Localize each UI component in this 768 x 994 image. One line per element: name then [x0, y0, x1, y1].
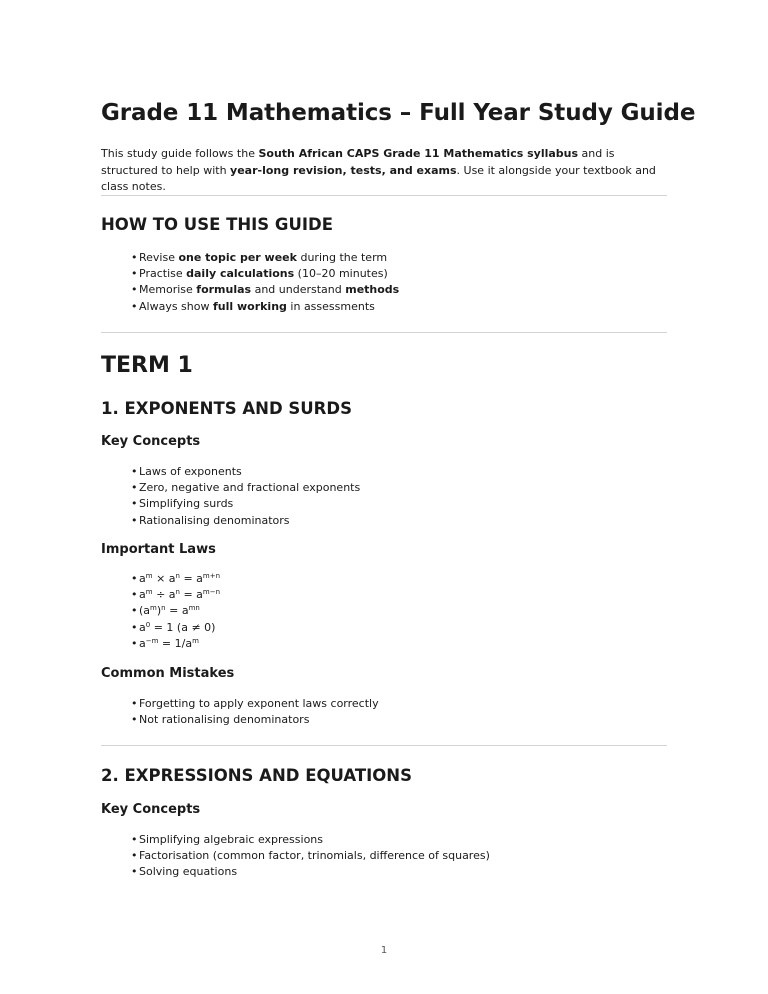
formula-exponent: m−n — [202, 588, 221, 597]
item-text: Solving equations — [139, 865, 238, 879]
item-bold: daily calculations — [186, 267, 295, 281]
formula-item — [131, 636, 220, 652]
formula-part: a — [139, 572, 146, 585]
key-concepts-list — [131, 832, 490, 881]
item-bold: methods — [345, 283, 400, 297]
item-text: Zero, negative and fractional exponents — [139, 481, 361, 495]
item-text: in assessments — [286, 299, 375, 313]
item-text: Rationalising denominators — [139, 513, 290, 527]
formula-exponent: m — [192, 636, 199, 645]
page-title: Grade 11 Mathematics – Full Year Study Guide — [101, 100, 696, 126]
bullet: • — [131, 283, 138, 297]
laws-list — [131, 571, 220, 652]
bullet: • — [131, 299, 138, 313]
item-text: Practise — [139, 267, 187, 281]
formula-part: = a — [179, 572, 203, 585]
bullet: • — [131, 620, 138, 634]
bullet: • — [131, 267, 138, 281]
intro-text-1: This study guide follows the — [101, 147, 259, 160]
formula-exponent: m — [145, 572, 153, 580]
divider — [101, 195, 667, 196]
list-item — [131, 250, 399, 266]
bullet: • — [131, 713, 138, 727]
bullet: • — [131, 251, 138, 264]
item-text: Memorise — [139, 283, 197, 297]
formula-part: = 1 (a ≠ 0) — [150, 620, 216, 634]
bullet: • — [131, 697, 138, 710]
bullet: • — [131, 572, 138, 585]
list-item — [131, 299, 399, 315]
formula-part: = a — [179, 588, 203, 602]
list-item — [131, 848, 490, 864]
list-item — [131, 266, 399, 282]
list-item — [131, 480, 360, 496]
bullet: • — [131, 833, 138, 846]
formula-exponent: n — [175, 588, 180, 597]
list-item — [131, 496, 360, 512]
item-text: Simplifying algebraic expressions — [139, 833, 324, 846]
item-text: and understand — [251, 283, 346, 297]
bullet: • — [131, 636, 138, 650]
formula-item — [131, 571, 220, 587]
list-item — [131, 696, 379, 712]
intro-text-2: and is structured to help with — [101, 147, 615, 177]
bullet: • — [131, 588, 138, 602]
how-to-list — [131, 250, 399, 315]
item-text: during the term — [296, 251, 388, 264]
intro-paragraph — [101, 146, 667, 196]
subheading-key-concepts: Key Concepts — [101, 802, 201, 817]
formula-item — [131, 620, 220, 636]
key-concepts-list — [131, 464, 360, 529]
bullet: • — [131, 865, 138, 879]
subheading-common-mistakes: Common Mistakes — [101, 666, 235, 681]
bullet: • — [131, 481, 138, 495]
formula-exponent: m — [150, 604, 157, 613]
formula-exponent: m — [145, 588, 153, 597]
formula-part: × a — [152, 572, 176, 585]
formula-part: (a — [139, 604, 151, 618]
formula-exponent: 0 — [145, 620, 151, 629]
page-number: 1 — [380, 945, 388, 956]
formula-part: a — [139, 620, 146, 634]
formula-part: a — [139, 588, 146, 602]
item-bold: formulas — [196, 283, 252, 297]
formula-item — [131, 587, 220, 603]
bullet: • — [131, 465, 138, 478]
bullet: • — [131, 513, 138, 527]
section-heading: 1. EXPONENTS AND SURDS — [101, 399, 352, 418]
bullet: • — [131, 849, 138, 863]
list-item — [131, 513, 360, 529]
list-item — [131, 712, 379, 728]
item-text: Laws of exponents — [139, 465, 242, 478]
formula-part: = 1/a — [158, 636, 193, 650]
list-item — [131, 282, 399, 298]
formula-exponent: n — [175, 572, 180, 580]
formula-exponent: m+n — [202, 572, 221, 580]
bullet: • — [131, 497, 138, 511]
subheading-key-concepts: Key Concepts — [101, 434, 201, 449]
formula-part: = a — [165, 604, 189, 618]
intro-text-3: . Use it alongside your textbook and class notes. — [101, 163, 656, 193]
divider — [101, 745, 667, 746]
formula-item — [131, 603, 220, 619]
subheading-important-laws: Important Laws — [101, 542, 216, 557]
item-text: Factorisation (common factor, trinomials, difference of squares) — [139, 849, 490, 863]
item-text: Simplifying surds — [139, 497, 234, 511]
intro-bold-2: year-long revision, tests, and exams — [230, 163, 457, 177]
item-text: (10–20 minutes) — [294, 267, 388, 281]
bullet: • — [131, 604, 138, 618]
item-bold: full working — [212, 299, 287, 313]
formula-exponent: −m — [145, 636, 159, 645]
item-bold: one topic per week — [178, 251, 297, 264]
formula-exponent: n — [161, 604, 166, 613]
formula-part: ÷ a — [152, 588, 176, 602]
term-heading: TERM 1 — [101, 353, 193, 378]
list-item — [131, 832, 490, 848]
formula-part: a — [139, 636, 146, 650]
list-item — [131, 864, 490, 880]
item-text: Not rationalising denominators — [139, 713, 310, 727]
mistakes-list — [131, 696, 379, 728]
item-text: Revise — [139, 251, 179, 264]
how-to-heading: HOW TO USE THIS GUIDE — [101, 215, 333, 234]
section-heading: 2. EXPRESSIONS AND EQUATIONS — [101, 766, 412, 785]
formula-exponent: mn — [188, 604, 200, 613]
item-text: Always show — [139, 299, 213, 313]
intro-bold-1: South African CAPS Grade 11 Mathematics syllabus — [258, 147, 579, 160]
item-text: Forgetting to apply exponent laws correctly — [139, 697, 379, 710]
divider — [101, 332, 667, 333]
list-item — [131, 464, 360, 480]
formula-part: ) — [156, 604, 162, 618]
